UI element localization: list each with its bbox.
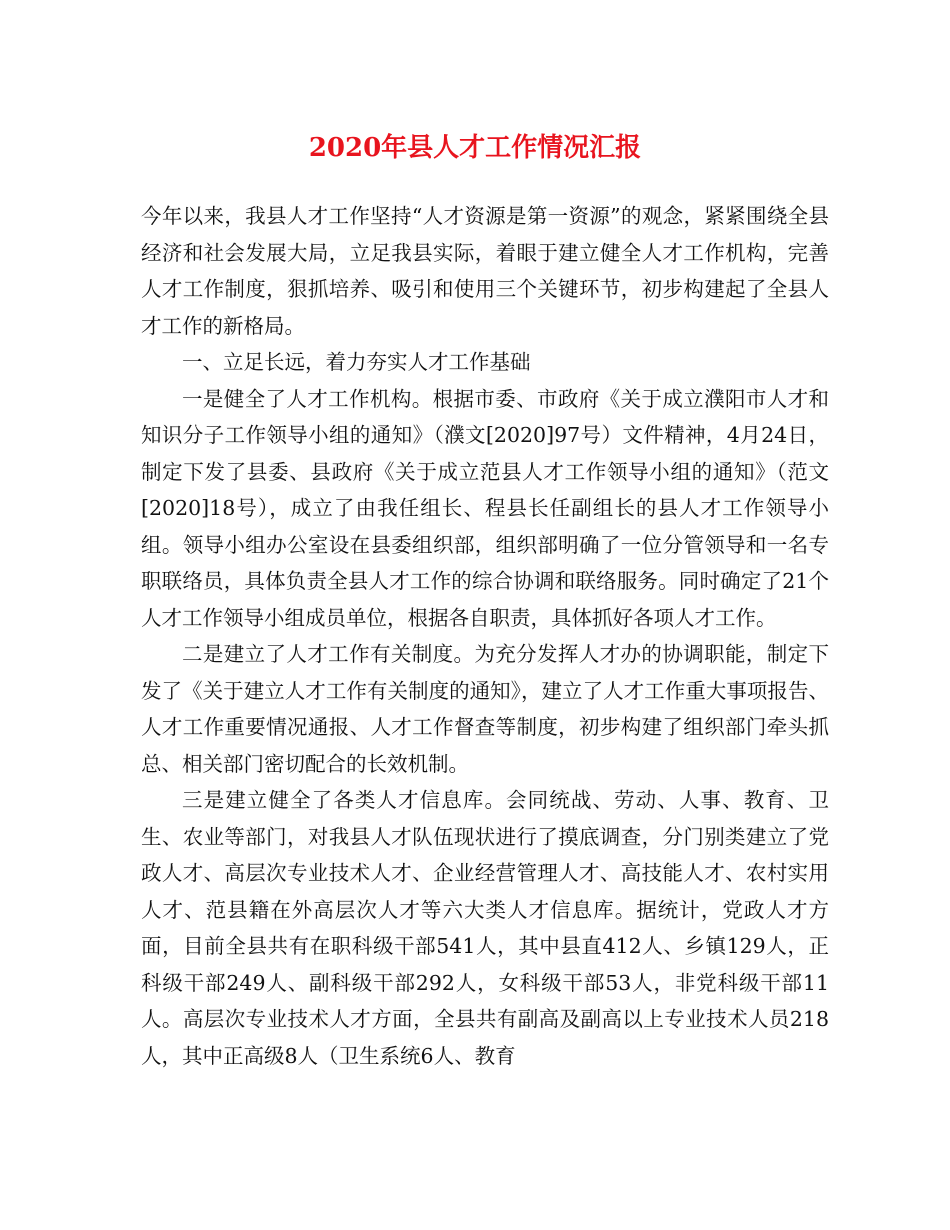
paragraph-talent-database: 三是建立健全了各类人才信息库。会同统战、劳动、人事、教育、卫生、农业等部门，对我县人才队伍现状进行了摸底调查，分门别类建立了党政人才、高层次专业技术人才、企业经营管理人才、高技能人才、农村实用人才、范县籍在外高层次人才等六大类人才信息库。据统计，党政人才方面，目前全县共有在职科级干部541人，其中县直412人、乡镇129人，正科级干部249人、副科级干部292人，女科级干部53人，非党科级干部11人。高层次专业技术人才方面，全县共有副高及副高以上专业技术人员218人，其中正高级8人（卫生系统6人、教育 (141, 788, 829, 1068)
section-heading-1: 一、立足长远，着力夯实人才工作基础 (182, 350, 531, 374)
paragraph-systems: 二是建立了人才工作有关制度。为充分发挥人才办的协调职能，制定下发了《关于建立人才工作有关制度的通知》，建立了人才工作重大事项报告、人才工作重要情况通报、人才工作督查等制度，初步构建了组织部门牵头抓总、相关部门密切配合的长效机制。 (141, 642, 829, 776)
paragraph-intro: 今年以来，我县人才工作坚持“人才资源是第一资源”的观念，紧紧围绕全县经济和社会发展大局，立足我县实际，着眼于建立健全人才工作机构，完善人才工作制度，狠抓培养、吸引和使用三个关键环节，初步构建起了全县人才工作的新格局。 (141, 204, 829, 338)
document-title: 2020年县人才工作情况汇报 (308, 133, 642, 163)
document-body (141, 198, 829, 1074)
paragraph-institutions: 一是健全了人才工作机构。根据市委、市政府《关于成立濮阳市人才和知识分子工作领导小组的通知》（濮文[2020]97号）文件精神，4月24日，制定下发了县委、县政府《关于成立范县人才工作领导小组的通知》（范文[2020]18号），成立了由我任组长、程县长任副组长的县人才工作领导小组。领导小组办公室设在县委组织部，组织部明确了一位分管领导和一名专职联络员，具体负责全县人才工作的综合协调和联络服务。同时确定了21个人才工作领导小组成员单位，根据各自职责，具体抓好各项人才工作。 (141, 386, 829, 630)
